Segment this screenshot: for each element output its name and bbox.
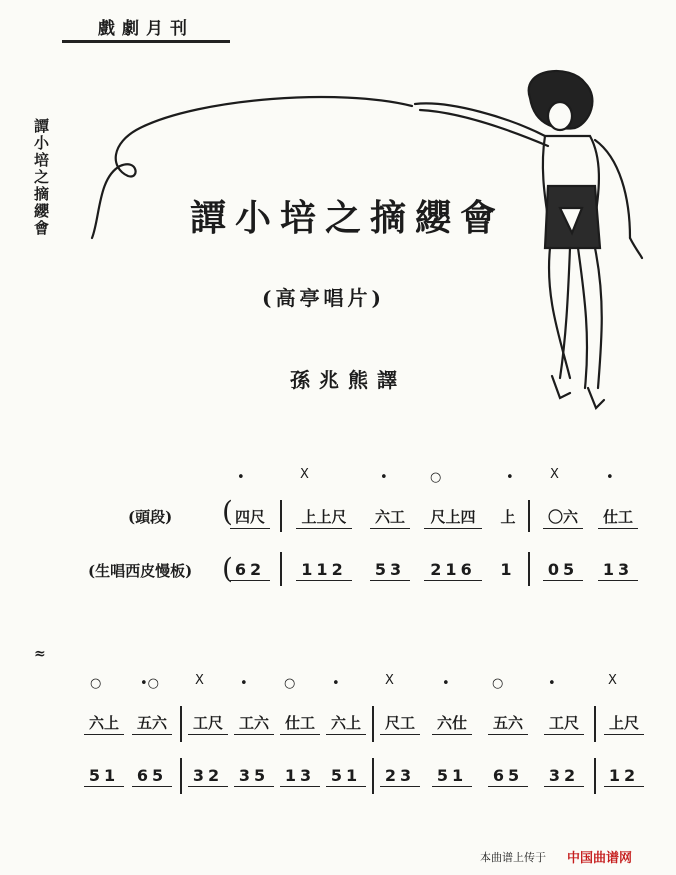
bracket-top: ( [222, 495, 233, 528]
beat-mark: X [608, 673, 617, 688]
beat-mark: X [385, 673, 394, 688]
beat-mark: ○ [90, 676, 102, 691]
jianpu-note: 23 [380, 766, 420, 787]
jianpu-note: 35 [234, 766, 274, 787]
author: 孫兆熊譯 [290, 368, 406, 392]
beat-mark: ○ [284, 676, 296, 691]
gongche-note: 五六 [488, 712, 528, 735]
bar-line [180, 706, 182, 742]
gongche-note: 工尺 [544, 712, 584, 735]
gongche-note: 工尺 [188, 712, 228, 735]
gongche-note: 上上尺 [296, 506, 352, 529]
beat-mark: X [550, 467, 559, 482]
jianpu-note: 53 [370, 560, 410, 581]
gongche-note: 六上 [84, 712, 124, 735]
jianpu-note: 112 [296, 560, 352, 581]
gongche-note: 四尺 [230, 506, 270, 529]
beat-mark: • [237, 470, 245, 485]
bar-line [372, 706, 374, 742]
label-section: (頭段) [128, 508, 173, 526]
bar-line [528, 500, 530, 532]
jianpu-note: 32 [544, 766, 584, 787]
gongche-note: 上 [500, 508, 516, 526]
header-rule [62, 40, 230, 43]
jianpu-note: 51 [84, 766, 124, 787]
side-title: 譚小培之摘纓會 [32, 118, 50, 237]
jianpu-note: 216 [424, 560, 482, 581]
jianpu-note: 65 [132, 766, 172, 787]
beat-mark: • [380, 470, 388, 485]
gongche-note: 尺工 [380, 712, 420, 735]
site-logo[interactable]: 中国曲谱网 [567, 851, 633, 866]
magazine-header: 戲劇月刊 [98, 19, 194, 39]
bar-line [372, 758, 374, 794]
gongche-note: 六上 [326, 712, 366, 735]
jianpu-note: 13 [598, 560, 638, 581]
jianpu-note: 51 [432, 766, 472, 787]
upload-note: 本曲谱上传于 [480, 851, 546, 864]
bar-line [528, 552, 530, 586]
jianpu-note: 32 [188, 766, 228, 787]
gongche-note: 工六 [234, 712, 274, 735]
jianpu-note: 62 [230, 560, 270, 581]
beat-mark: X [195, 673, 204, 688]
gongche-note: 仕工 [598, 506, 638, 529]
continuation-mark: ≈ [34, 646, 46, 662]
gongche-note: 五六 [132, 712, 172, 735]
jianpu-note: 05 [543, 560, 583, 581]
bar-line [594, 706, 596, 742]
beat-mark: • [506, 470, 514, 485]
jianpu-note: 1 [500, 560, 516, 579]
bar-line [594, 758, 596, 794]
bar-line [180, 758, 182, 794]
beat-mark: ○ [430, 470, 442, 485]
beat-mark: • [548, 676, 556, 691]
gongche-note: 六仕 [432, 712, 472, 735]
jianpu-note: 51 [326, 766, 366, 787]
gongche-note: 六工 [370, 506, 410, 529]
gongche-note: 上尺 [604, 712, 644, 735]
bar-line [280, 500, 282, 532]
page-title: 譚小培之摘纓會 [190, 197, 506, 239]
beat-mark: X [300, 467, 309, 482]
gongche-note: 尺上四 [424, 506, 482, 529]
beat-mark: • [442, 676, 450, 691]
bracket-bottom: ( [222, 552, 233, 585]
bar-line [280, 552, 282, 586]
jianpu-note: 13 [280, 766, 320, 787]
beat-mark: ○ [492, 676, 504, 691]
label-style: (生唱西皮慢板) [88, 562, 193, 580]
beat-mark: •○ [140, 676, 160, 691]
gongche-note: 仕工 [280, 712, 320, 735]
beat-mark: • [332, 676, 340, 691]
jianpu-note: 65 [488, 766, 528, 787]
jianpu-note: 12 [604, 766, 644, 787]
gongche-note: 〇六 [543, 506, 583, 529]
beat-mark: • [240, 676, 248, 691]
subtitle: (高亭唱片) [262, 286, 385, 310]
beat-mark: • [606, 470, 614, 485]
